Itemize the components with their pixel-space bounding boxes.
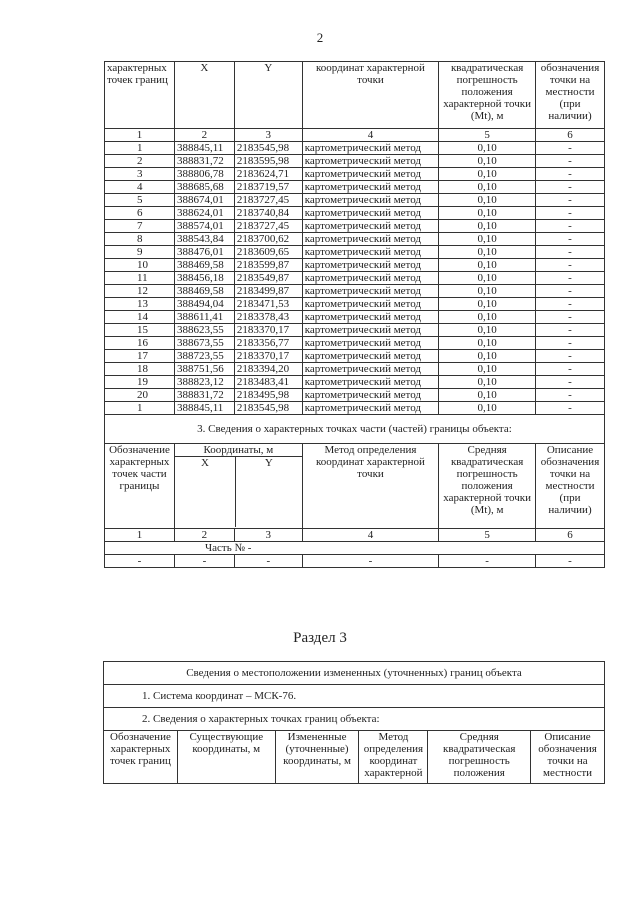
r-header-changed: Измененные (уточненные) координаты, м	[275, 731, 359, 784]
coord-x: 388469,58	[174, 285, 234, 298]
s3-header-error: Средняя квадратическая погрешность положения характерной точки (Mt), м	[439, 444, 536, 529]
point-number: 16	[105, 337, 175, 350]
column-number: 1	[105, 129, 175, 142]
coord-y: 2183727,45	[234, 220, 302, 233]
description: -	[536, 233, 605, 246]
coord-y: 2183499,87	[234, 285, 302, 298]
method: картометрический метод	[302, 155, 439, 168]
r-header-description: Описание обозначения точки на местности	[531, 731, 605, 784]
part-label: Часть №	[205, 542, 245, 554]
coord-x: 388476,01	[174, 246, 234, 259]
coord-y: 2183495,98	[234, 389, 302, 402]
coord-x: 388494,04	[174, 298, 234, 311]
table-row	[105, 285, 605, 298]
error: 0,10	[439, 259, 536, 272]
coord-y: 2183483,41	[234, 376, 302, 389]
coord-x: 388685,68	[174, 181, 234, 194]
column-number: 3	[234, 129, 302, 142]
razdel-table-title: Сведения о местоположении измененных (уточненных) границ объекта	[104, 662, 605, 685]
coord-y: 2183471,53	[234, 298, 302, 311]
coord-y: 2183599,87	[234, 259, 302, 272]
error: 0,10	[439, 389, 536, 402]
coord-y: 2183609,65	[234, 246, 302, 259]
part-number-row	[105, 542, 605, 555]
s3-header-y: Y	[264, 457, 273, 469]
boundary-points-table	[104, 61, 605, 568]
coord-y: 2183378,43	[234, 311, 302, 324]
coord-x: 388806,78	[174, 168, 234, 181]
description: -	[536, 389, 605, 402]
table-row	[105, 155, 605, 168]
point-number: 15	[105, 324, 175, 337]
method: картометрический метод	[302, 337, 439, 350]
point-number: 6	[105, 207, 175, 220]
coord-x: 388469,58	[174, 259, 234, 272]
header-description: обозначения точки на местности (при наличии)	[536, 62, 605, 129]
point-number: 2	[105, 155, 175, 168]
table-row	[105, 298, 605, 311]
table-header-row	[105, 62, 605, 129]
coord-x: 388845,11	[174, 402, 234, 415]
table-row	[105, 337, 605, 350]
s3-header-point-label: Обозначение характерных точек части границы	[105, 444, 175, 529]
description: -	[536, 155, 605, 168]
point-number: 12	[105, 285, 175, 298]
table-row	[105, 259, 605, 272]
coord-y: 2183394,20	[234, 363, 302, 376]
r-header-existing: Существующие координаты, м	[177, 731, 275, 784]
coord-x: 388574,01	[174, 220, 234, 233]
point-number: 18	[105, 363, 175, 376]
r-header-method: Метод определения координат характерной	[359, 731, 428, 784]
empty-cell: -	[302, 555, 439, 568]
point-number: 10	[105, 259, 175, 272]
method: картометрический метод	[302, 246, 439, 259]
points-info-row	[104, 708, 605, 731]
method: картометрический метод	[302, 350, 439, 363]
coord-x: 388845,11	[174, 142, 234, 155]
description: -	[536, 311, 605, 324]
empty-cell: -	[536, 555, 605, 568]
column-number: 1	[105, 529, 175, 542]
razdel-title: Раздел 3	[293, 630, 347, 646]
method: картометрический метод	[302, 142, 439, 155]
column-number: 2	[174, 529, 234, 542]
coord-x: 388823,12	[174, 376, 234, 389]
coord-x: 388723,55	[174, 350, 234, 363]
error: 0,10	[439, 142, 536, 155]
error: 0,10	[439, 207, 536, 220]
error: 0,10	[439, 376, 536, 389]
table-row	[105, 220, 605, 233]
part-number	[105, 542, 605, 555]
part-value: -	[247, 542, 252, 554]
description: -	[536, 246, 605, 259]
coord-y: 2183545,98	[234, 402, 302, 415]
description: -	[536, 363, 605, 376]
method: картометрический метод	[302, 285, 439, 298]
coord-y: 2183595,98	[234, 155, 302, 168]
coord-x: 388623,55	[174, 324, 234, 337]
description: -	[536, 402, 605, 415]
s3-empty-row	[105, 555, 605, 568]
description: -	[536, 181, 605, 194]
empty-cell: -	[174, 555, 234, 568]
coord-y: 2183719,57	[234, 181, 302, 194]
table-row	[105, 194, 605, 207]
column-number: 6	[536, 129, 605, 142]
error: 0,10	[439, 311, 536, 324]
table-row	[105, 181, 605, 194]
point-number: 1	[105, 142, 175, 155]
method: картометрический метод	[302, 311, 439, 324]
table-row	[105, 207, 605, 220]
error: 0,10	[439, 402, 536, 415]
method: картометрический метод	[302, 233, 439, 246]
coord-x: 388673,55	[174, 337, 234, 350]
error: 0,10	[439, 324, 536, 337]
header-y: Y	[234, 62, 302, 129]
description: -	[536, 285, 605, 298]
s3-header-coords	[174, 444, 302, 529]
error: 0,10	[439, 155, 536, 168]
method: картометрический метод	[302, 220, 439, 233]
method: картометрический метод	[302, 207, 439, 220]
description: -	[536, 259, 605, 272]
coord-system: 1. Система координат – МСК-76.	[104, 685, 605, 708]
s3-header-method: Метод определения координат характерной точки	[302, 444, 439, 529]
point-number: 5	[105, 194, 175, 207]
point-number: 20	[105, 389, 175, 402]
coord-y: 2183370,17	[234, 324, 302, 337]
point-number: 11	[105, 272, 175, 285]
column-number: 5	[439, 529, 536, 542]
method: картометрический метод	[302, 389, 439, 402]
razdel-table-title-row	[104, 662, 605, 685]
description: -	[536, 142, 605, 155]
description: -	[536, 350, 605, 363]
method: картометрический метод	[302, 259, 439, 272]
point-number: 17	[105, 350, 175, 363]
method: картометрический метод	[302, 181, 439, 194]
coord-y: 2183740,84	[234, 207, 302, 220]
empty-cell: -	[105, 555, 175, 568]
error: 0,10	[439, 168, 536, 181]
description: -	[536, 376, 605, 389]
coord-x: 388611,41	[174, 311, 234, 324]
description: -	[536, 337, 605, 350]
coord-system-row	[104, 685, 605, 708]
description: -	[536, 298, 605, 311]
coord-x: 388674,01	[174, 194, 234, 207]
coord-y: 2183545,98	[234, 142, 302, 155]
coord-y: 2183727,45	[234, 194, 302, 207]
point-number: 19	[105, 376, 175, 389]
error: 0,10	[439, 246, 536, 259]
r-header-point-label: Обозначение характерных точек границ	[104, 731, 178, 784]
header-error: квадратическая погрешность положения характерной точки (Mt), м	[439, 62, 536, 129]
method: картометрический метод	[302, 402, 439, 415]
table-row	[105, 363, 605, 376]
description: -	[536, 272, 605, 285]
point-number: 4	[105, 181, 175, 194]
column-number: 4	[302, 529, 439, 542]
razdel-header-row	[104, 731, 605, 784]
column-number-row	[105, 129, 605, 142]
description: -	[536, 220, 605, 233]
page-number: 2	[316, 30, 324, 45]
description: -	[536, 207, 605, 220]
coord-y: 2183370,17	[234, 350, 302, 363]
column-number: 5	[439, 129, 536, 142]
s3-coords-label: Координаты, м	[175, 444, 302, 457]
s3-header-description: Описание обозначения точки на местности (при наличии)	[536, 444, 605, 529]
section-3-title: 3. Сведения о характерных точках части (частей) границы объекта:	[105, 415, 605, 444]
point-number: 7	[105, 220, 175, 233]
section-3-title-row	[105, 415, 605, 444]
coord-x: 388831,72	[174, 155, 234, 168]
changed-boundaries-table	[103, 661, 605, 784]
error: 0,10	[439, 363, 536, 376]
coord-y: 2183356,77	[234, 337, 302, 350]
coord-x: 388831,72	[174, 389, 234, 402]
error: 0,10	[439, 285, 536, 298]
s3-column-number-row	[105, 529, 605, 542]
coord-x: 388751,56	[174, 363, 234, 376]
point-number: 14	[105, 311, 175, 324]
coord-x: 388624,01	[174, 207, 234, 220]
table-row	[105, 402, 605, 415]
method: картометрический метод	[302, 376, 439, 389]
method: картометрический метод	[302, 194, 439, 207]
table-row	[105, 246, 605, 259]
header-x: X	[174, 62, 234, 129]
r-header-error: Средняя квадратическая погрешность положения	[428, 731, 531, 784]
description: -	[536, 168, 605, 181]
point-number: 9	[105, 246, 175, 259]
table-row	[105, 376, 605, 389]
method: картометрический метод	[302, 298, 439, 311]
coord-y: 2183549,87	[234, 272, 302, 285]
table-row	[105, 389, 605, 402]
coord-y: 2183700,62	[234, 233, 302, 246]
points-info: 2. Сведения о характерных точках границ объекта:	[104, 708, 605, 731]
method: картометрический метод	[302, 168, 439, 181]
error: 0,10	[439, 181, 536, 194]
method: картометрический метод	[302, 363, 439, 376]
method: картометрический метод	[302, 272, 439, 285]
table-row	[105, 324, 605, 337]
table-row	[105, 233, 605, 246]
error: 0,10	[439, 272, 536, 285]
column-number: 6	[536, 529, 605, 542]
description: -	[536, 324, 605, 337]
header-point-label: характерных точек границ	[105, 62, 175, 129]
error: 0,10	[439, 233, 536, 246]
section-3-header-row	[105, 444, 605, 529]
column-number: 4	[302, 129, 439, 142]
empty-cell: -	[234, 555, 302, 568]
empty-cell: -	[439, 555, 536, 568]
table-row	[105, 142, 605, 155]
error: 0,10	[439, 220, 536, 233]
header-method: координат характерной точки	[302, 62, 439, 129]
point-number: 1	[105, 402, 175, 415]
error: 0,10	[439, 194, 536, 207]
error: 0,10	[439, 350, 536, 363]
table-row	[105, 272, 605, 285]
error: 0,10	[439, 298, 536, 311]
error: 0,10	[439, 337, 536, 350]
table-row	[105, 350, 605, 363]
point-number: 8	[105, 233, 175, 246]
point-number: 13	[105, 298, 175, 311]
point-number: 3	[105, 168, 175, 181]
description: -	[536, 194, 605, 207]
coord-y: 2183624,71	[234, 168, 302, 181]
method: картометрический метод	[302, 324, 439, 337]
table-row	[105, 311, 605, 324]
column-number: 2	[174, 129, 234, 142]
table-row	[105, 168, 605, 181]
coord-x: 388456,18	[174, 272, 234, 285]
coord-x: 388543,84	[174, 233, 234, 246]
column-number: 3	[234, 529, 302, 542]
s3-header-x: X	[175, 457, 236, 527]
